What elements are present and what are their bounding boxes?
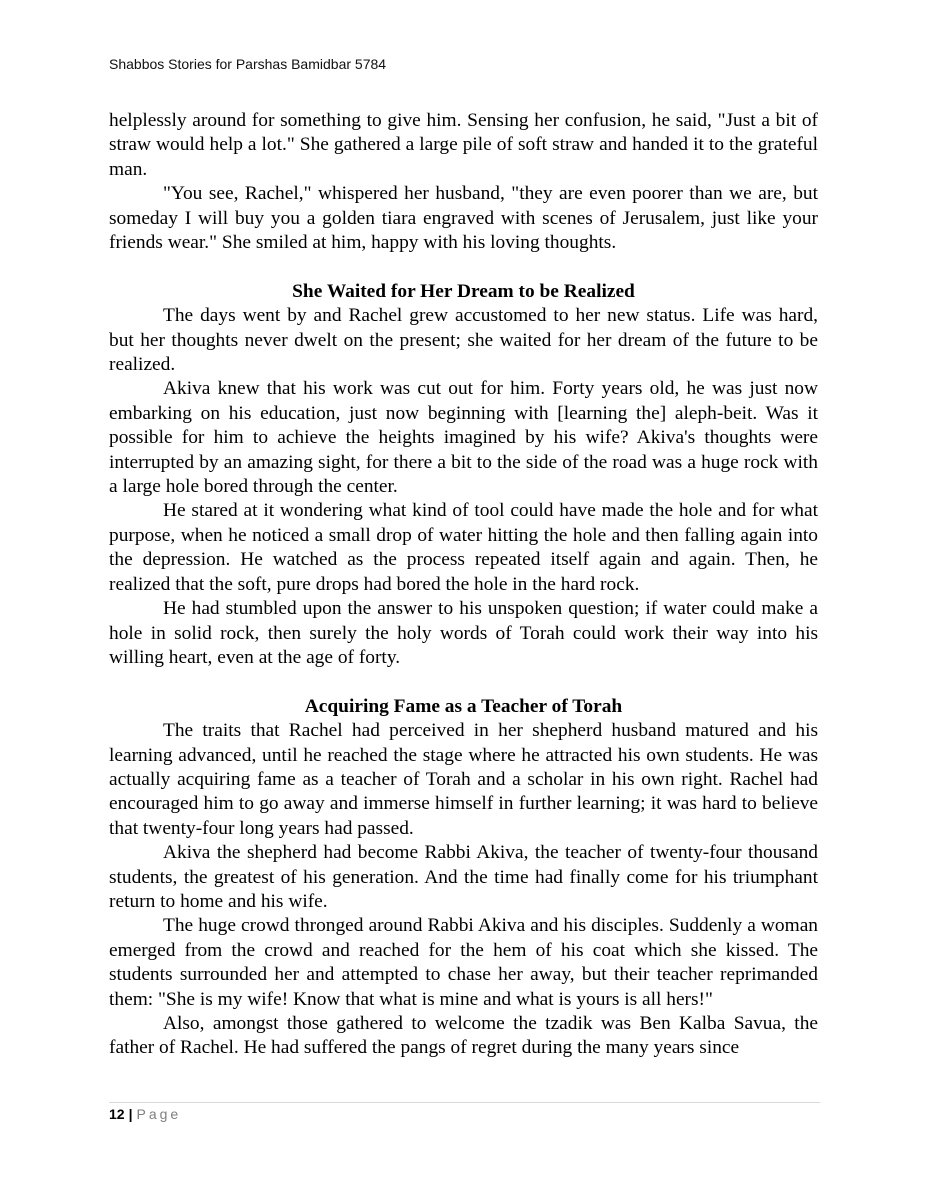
paragraph: The traits that Rachel had perceived in her shepherd husband matured and his learning advanced, until he reached the stage where he attracted his own students. He was actually acquiring fame as a teacher of Torah and a scholar in his own right. Rachel had encouraged him to go away and immerse himself in further learning; it was hard to believe that twenty-four long years had passed. (109, 720, 818, 839)
paragraph: The days went by and Rachel grew accustomed to her new status. Life was hard, but her thoughts never dwelt on the present; she waited for her dream of the future to be realized. (109, 305, 818, 376)
page-number: 12 (109, 1106, 125, 1122)
running-header: Shabbos Stories for Parshas Bamidbar 5784 (109, 56, 387, 72)
paragraph: Akiva the shepherd had become Rabbi Akiva, the teacher of twenty-four thousand students, the greatest of his generation. And the time had finally come for his triumphant return to home and his wife. (109, 842, 818, 912)
page-footer (109, 1106, 181, 1122)
paragraph: The huge crowd thronged around Rabbi Akiva and his disciples. Suddenly a woman emerged from the crowd and reached for the hem of his coat which she kissed. The students surrounded her and attempted to chase her away, but their teacher reprimanded them: "She is my wife! Know that what is mine and what is yours is all hers!" (109, 915, 818, 1010)
paragraph: He stared at it wondering what kind of tool could have made the hole and for what purpose, when he noticed a small drop of water hitting the hole and then falling again into the depression. He watched as the process repeated itself again and again. Then, he realized that the soft, pure drops had bored the hole in the hard rock. (109, 500, 818, 595)
footer-divider (109, 1102, 820, 1103)
paragraph: He had stumbled upon the answer to his unspoken question; if water could make a hole in solid rock, then surely the holy words of Torah could work their way into his willing heart, even at the age of forty. (109, 598, 818, 668)
paragraph: Akiva knew that his work was cut out for him. Forty years old, he was just now embarking on his education, just now beginning with [learning the] aleph-beit. Was it possible for him to achieve the heights imagined by his wife? Akiva's thoughts were interrupted by an amazing sight, for there a bit to the side of the road was a huge rock with a large hole bored through the center. (109, 378, 818, 498)
footer-separator: | (128, 1106, 133, 1122)
paragraph: "You see, Rachel," whispered her husband, "they are even poorer than we are, but someday I will buy you a golden tiara engraved with scenes of Jerusalem, just like your friends wear." She smiled at him, happy with his loving thoughts. (109, 183, 818, 254)
section-heading: She Waited for Her Dream to be Realized (292, 280, 635, 302)
paragraph: Also, amongst those gathered to welcome the tzadik was Ben Kalba Savua, the father of Rachel. He had suffered the pangs of regret during the many years since (109, 1013, 818, 1059)
section-heading: Acquiring Fame as a Teacher of Torah (304, 695, 623, 717)
body-text (109, 109, 818, 1061)
page-label: Page (136, 1106, 182, 1122)
paragraph: helplessly around for something to give him. Sensing her confusion, he said, "Just a bit of straw would help a lot." She gathered a large pile of soft straw and handed it to the grateful man. (109, 110, 818, 180)
